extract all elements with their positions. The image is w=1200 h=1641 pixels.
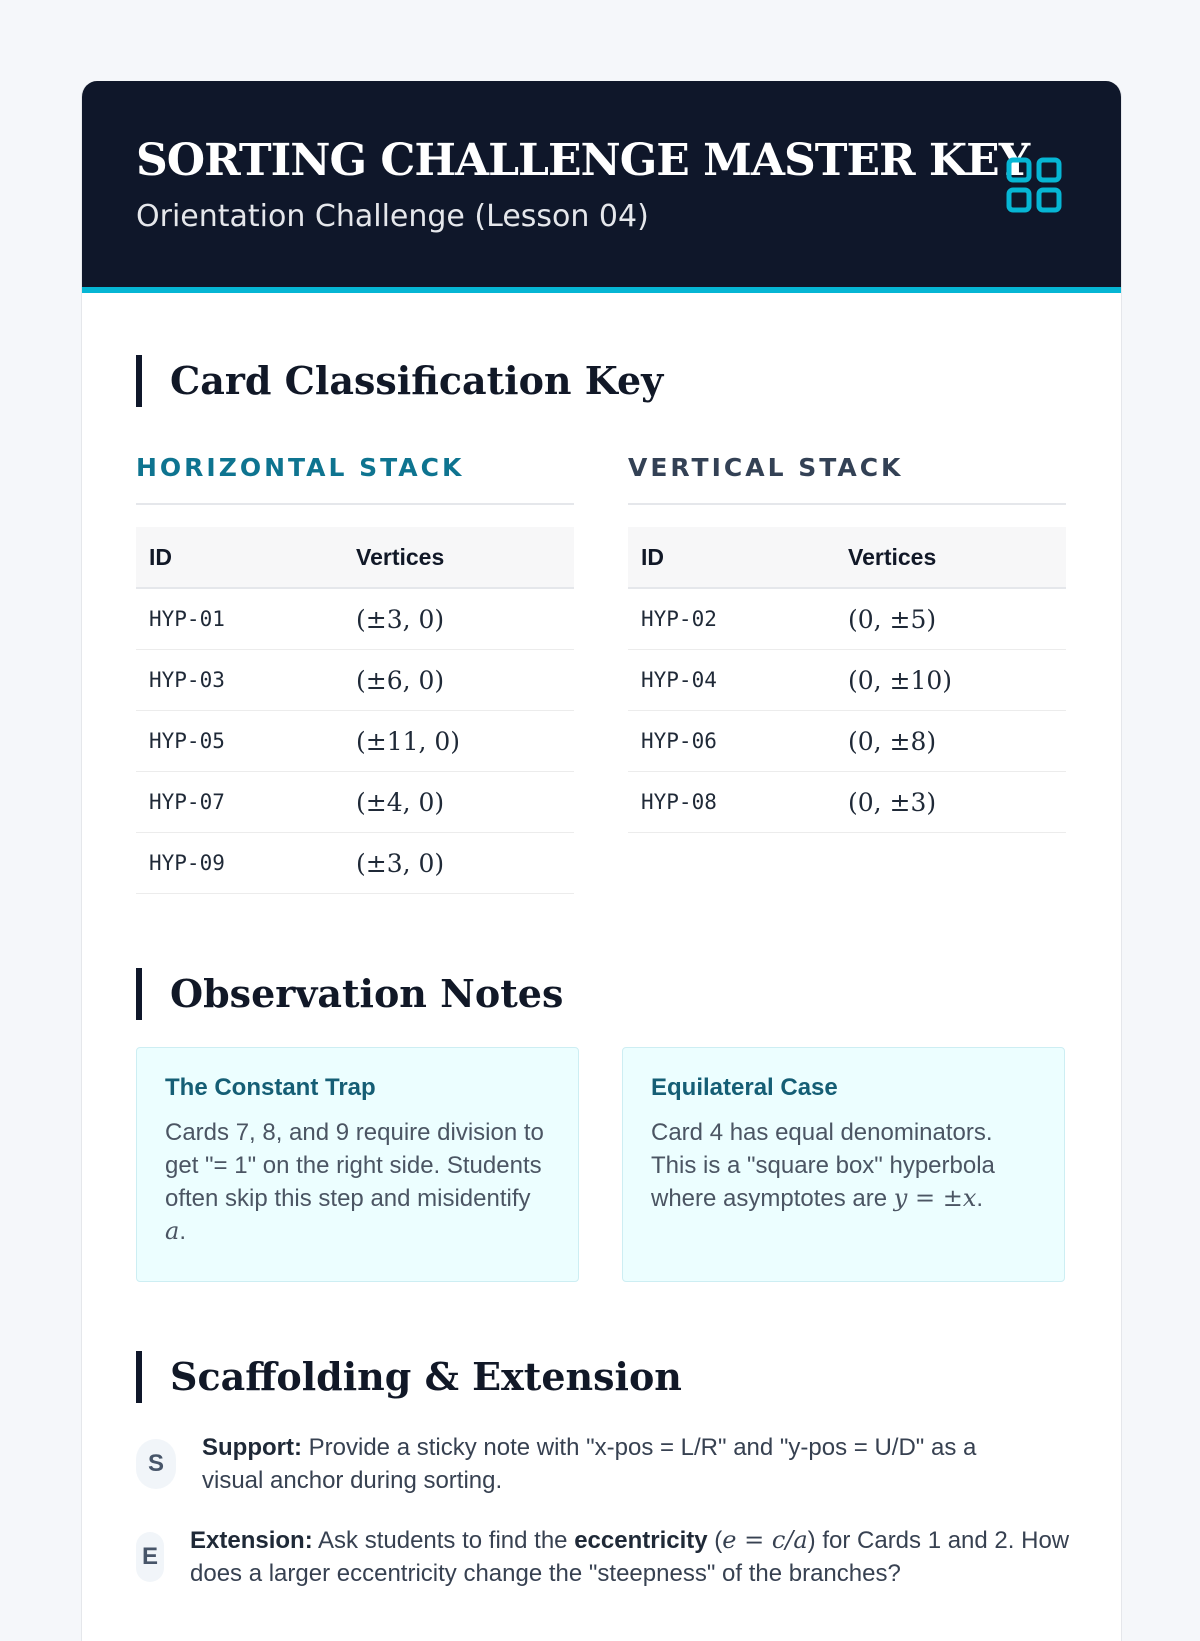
- master-key-card: [81, 81, 1122, 1641]
- column-header-vertices: Vertices: [343, 527, 574, 588]
- card-id: HYP-04: [628, 650, 835, 711]
- page-title: SORTING CHALLENGE MASTER KEY: [136, 135, 1030, 186]
- card-vertices: (0, ±5): [835, 588, 1066, 650]
- card-vertices: (0, ±3): [835, 772, 1066, 833]
- card-vertices: (±11, 0): [343, 711, 574, 772]
- math-expression: y = ±x: [893, 1184, 977, 1212]
- grid-icon: [1005, 156, 1063, 214]
- support-item: [136, 1431, 1056, 1501]
- math-expression: e = c/a: [722, 1526, 808, 1554]
- note-constant-trap: [136, 1047, 579, 1282]
- math-expression: a: [165, 1217, 180, 1245]
- column-header-vertices: Vertices: [835, 527, 1066, 588]
- page-subtitle: Orientation Challenge (Lesson 04): [136, 199, 649, 234]
- card-vertices: (0, ±10): [835, 650, 1066, 711]
- table-row: [628, 772, 1066, 833]
- table-row: [628, 650, 1066, 711]
- table-row: [136, 772, 574, 833]
- note-title: The Constant Trap: [165, 1074, 376, 1101]
- support-badge: S: [136, 1439, 176, 1489]
- extension-text: Extension: Ask students to find the eccentricity (e = c/a) for Cards 1 and 2. How does a larger eccentricity change the "steepness" of the branches?: [190, 1526, 1070, 1587]
- table-row: [136, 650, 574, 711]
- card-id: HYP-01: [136, 588, 343, 650]
- note-title: Equilateral Case: [651, 1074, 838, 1101]
- horizontal-stack-heading: HORIZONTAL STACK: [136, 451, 574, 505]
- scaffolding-section-title: Scaffolding & Extension: [136, 1351, 682, 1403]
- observations-section-title: Observation Notes: [136, 968, 563, 1020]
- column-header-id: ID: [628, 527, 835, 588]
- note-equilateral-case: [622, 1047, 1065, 1282]
- extension-badge: E: [136, 1532, 164, 1582]
- vertical-stack-table: [628, 527, 1066, 833]
- card-id: HYP-09: [136, 833, 343, 894]
- card-id: HYP-07: [136, 772, 343, 833]
- table-row: [628, 711, 1066, 772]
- classification-section-title: Card Classification Key: [136, 355, 663, 407]
- header-banner: [82, 81, 1121, 293]
- table-row: [628, 588, 1066, 650]
- card-id: HYP-03: [136, 650, 343, 711]
- table-row: [136, 833, 574, 894]
- table-row: [136, 711, 574, 772]
- note-body: Card 4 has equal denominators. This is a "square box" hyperbola where asymptotes are y = ±x.: [651, 1119, 995, 1212]
- card-id: HYP-08: [628, 772, 835, 833]
- extension-item: [136, 1524, 1070, 1594]
- card-vertices: (±6, 0): [343, 650, 574, 711]
- card-id: HYP-02: [628, 588, 835, 650]
- card-id: HYP-05: [136, 711, 343, 772]
- horizontal-stack-table: [136, 527, 574, 894]
- note-body: Cards 7, 8, and 9 require division to get "= 1" on the right side. Students often skip this step and misidentify a.: [165, 1119, 544, 1245]
- card-vertices: (±3, 0): [343, 588, 574, 650]
- table-row: [136, 588, 574, 650]
- support-text: Support: Provide a sticky note with "x-pos = L/R" and "y-pos = U/D" as a visual anchor during sorting.: [202, 1434, 977, 1494]
- vertical-stack-heading: VERTICAL STACK: [628, 451, 1066, 505]
- card-vertices: (±4, 0): [343, 772, 574, 833]
- column-header-id: ID: [136, 527, 343, 588]
- card-vertices: (±3, 0): [343, 833, 574, 894]
- card-vertices: (0, ±8): [835, 711, 1066, 772]
- card-id: HYP-06: [628, 711, 835, 772]
